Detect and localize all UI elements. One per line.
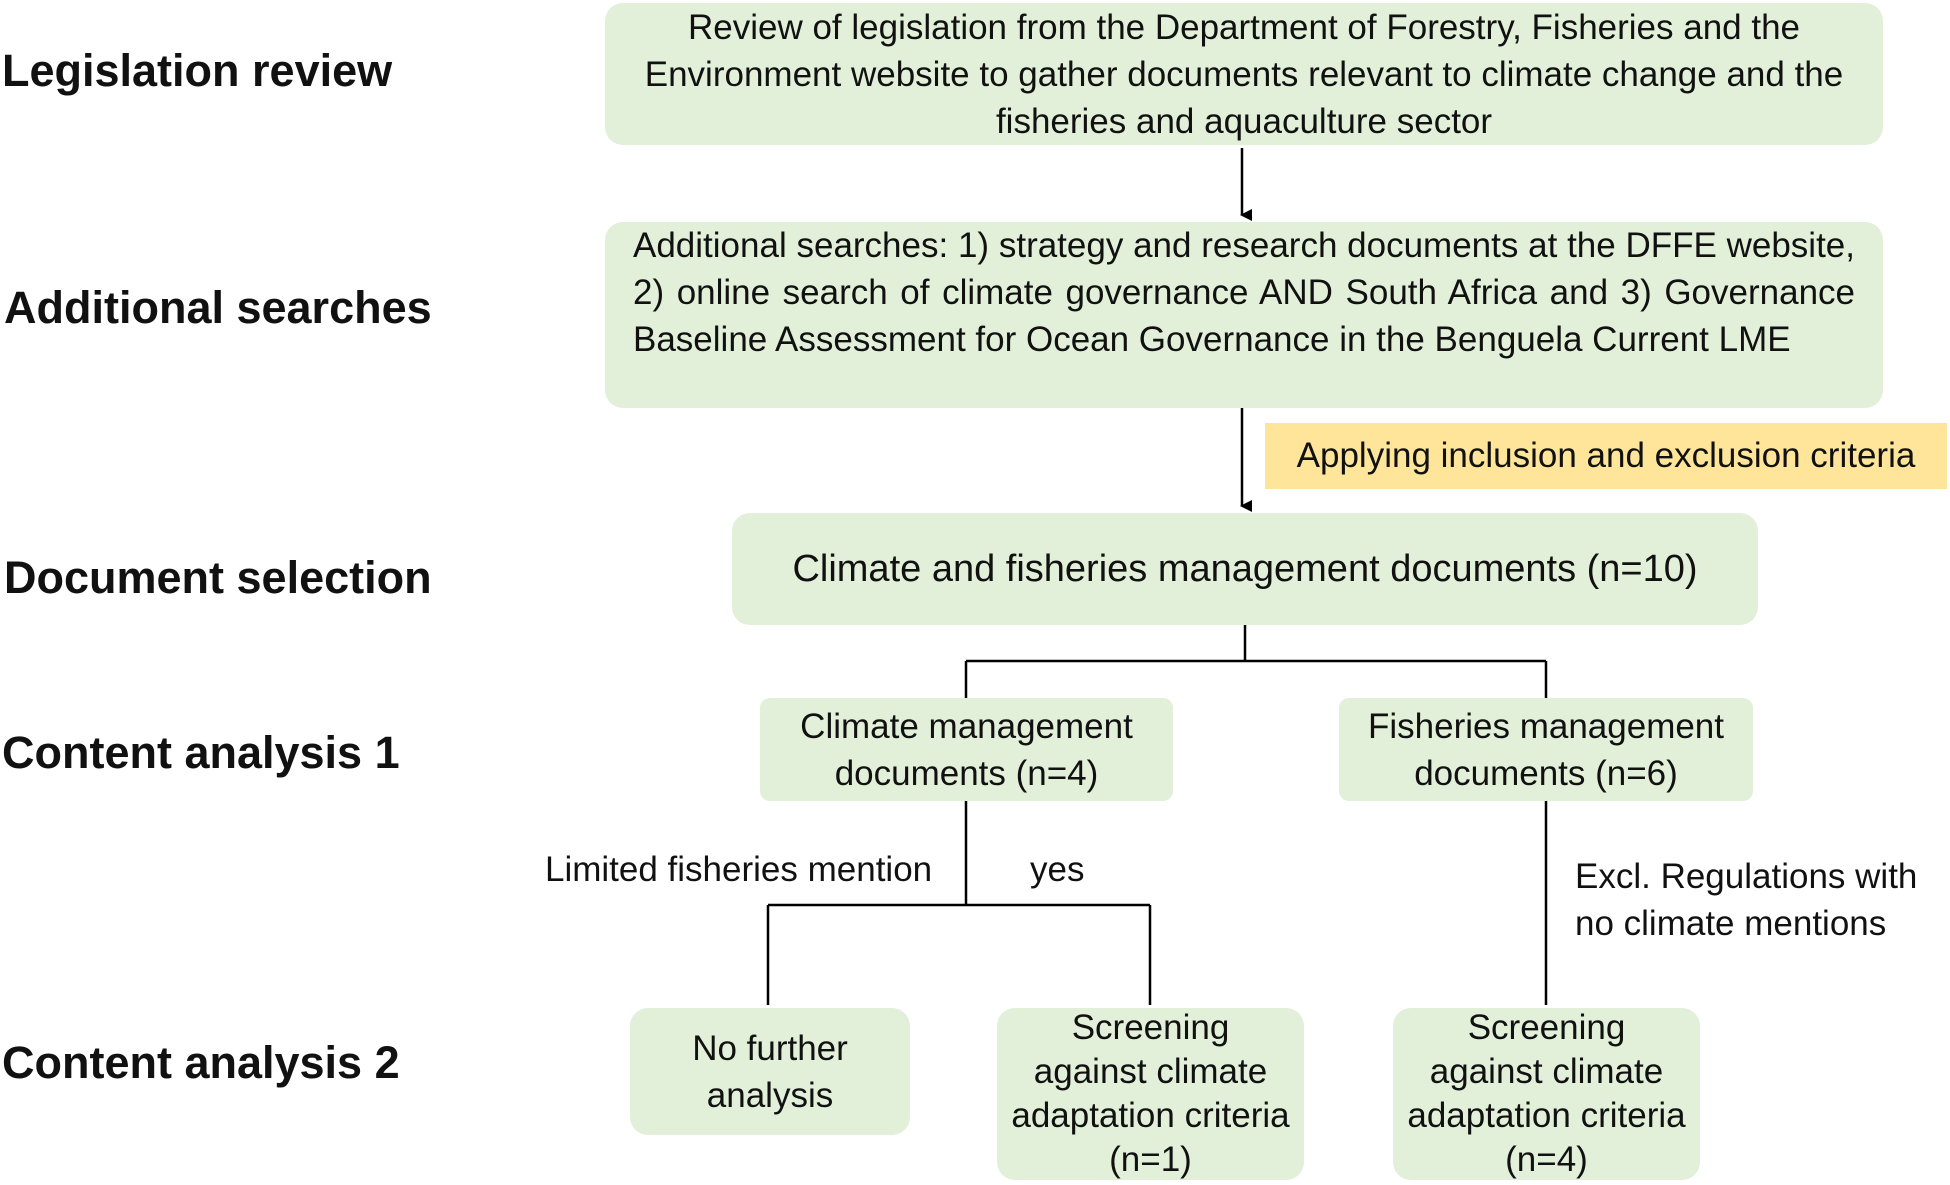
label-yes: yes bbox=[1030, 850, 1085, 889]
stage-document-selection: Document selection bbox=[4, 552, 432, 603]
box-climate-text: Climate management documents (n=4) bbox=[800, 706, 1133, 793]
box-screening-fisheries bbox=[1393, 1008, 1700, 1180]
stage-legislation-review: Legislation review bbox=[2, 45, 393, 96]
box-document-selection bbox=[732, 513, 1758, 625]
box-legislation-review bbox=[605, 3, 1883, 145]
box-legislation-text: Review of legislation from the Department of Forestry, Fisheries and the Environment website to gather documents relevant to climate change and the fisheries and aquaculture sector bbox=[644, 7, 1844, 141]
box-selection-text: Climate and fisheries management documents (n=10) bbox=[792, 547, 1698, 590]
stage-content-analysis-2: Content analysis 2 bbox=[2, 1037, 400, 1088]
box-climate-management bbox=[760, 698, 1173, 801]
box-no-further-text: No further analysis bbox=[692, 1028, 848, 1115]
box-additional-text: Additional searches: 1) strategy and research documents at the DFFE website, 2) online search of climate governance AND South Africa and 3) Governance Baseline Assessment for Ocean Governance in the Benguela Current LME bbox=[633, 226, 1855, 359]
box-fisheries-management bbox=[1339, 698, 1753, 801]
label-limited-fisheries: Limited fisheries mention bbox=[545, 850, 933, 889]
criteria-label: Applying inclusion and exclusion criteria bbox=[1265, 423, 1947, 489]
box-no-further-analysis bbox=[630, 1008, 910, 1135]
stage-content-analysis-1: Content analysis 1 bbox=[2, 727, 400, 778]
stage-additional-searches: Additional searches bbox=[4, 282, 432, 333]
box-additional-searches bbox=[605, 222, 1883, 408]
box-fisheries-text: Fisheries management documents (n=6) bbox=[1368, 706, 1724, 793]
box-screening-climate bbox=[997, 1008, 1304, 1180]
label-excl-regulations: Excl. Regulations with no climate mentions bbox=[1575, 857, 1918, 943]
box-screening-fisheries-text: Screening against climate adaptation criteria (n=4) bbox=[1407, 1008, 1686, 1179]
box-screening-climate-text: Screening against climate adaptation criteria (n=1) bbox=[1011, 1008, 1290, 1179]
